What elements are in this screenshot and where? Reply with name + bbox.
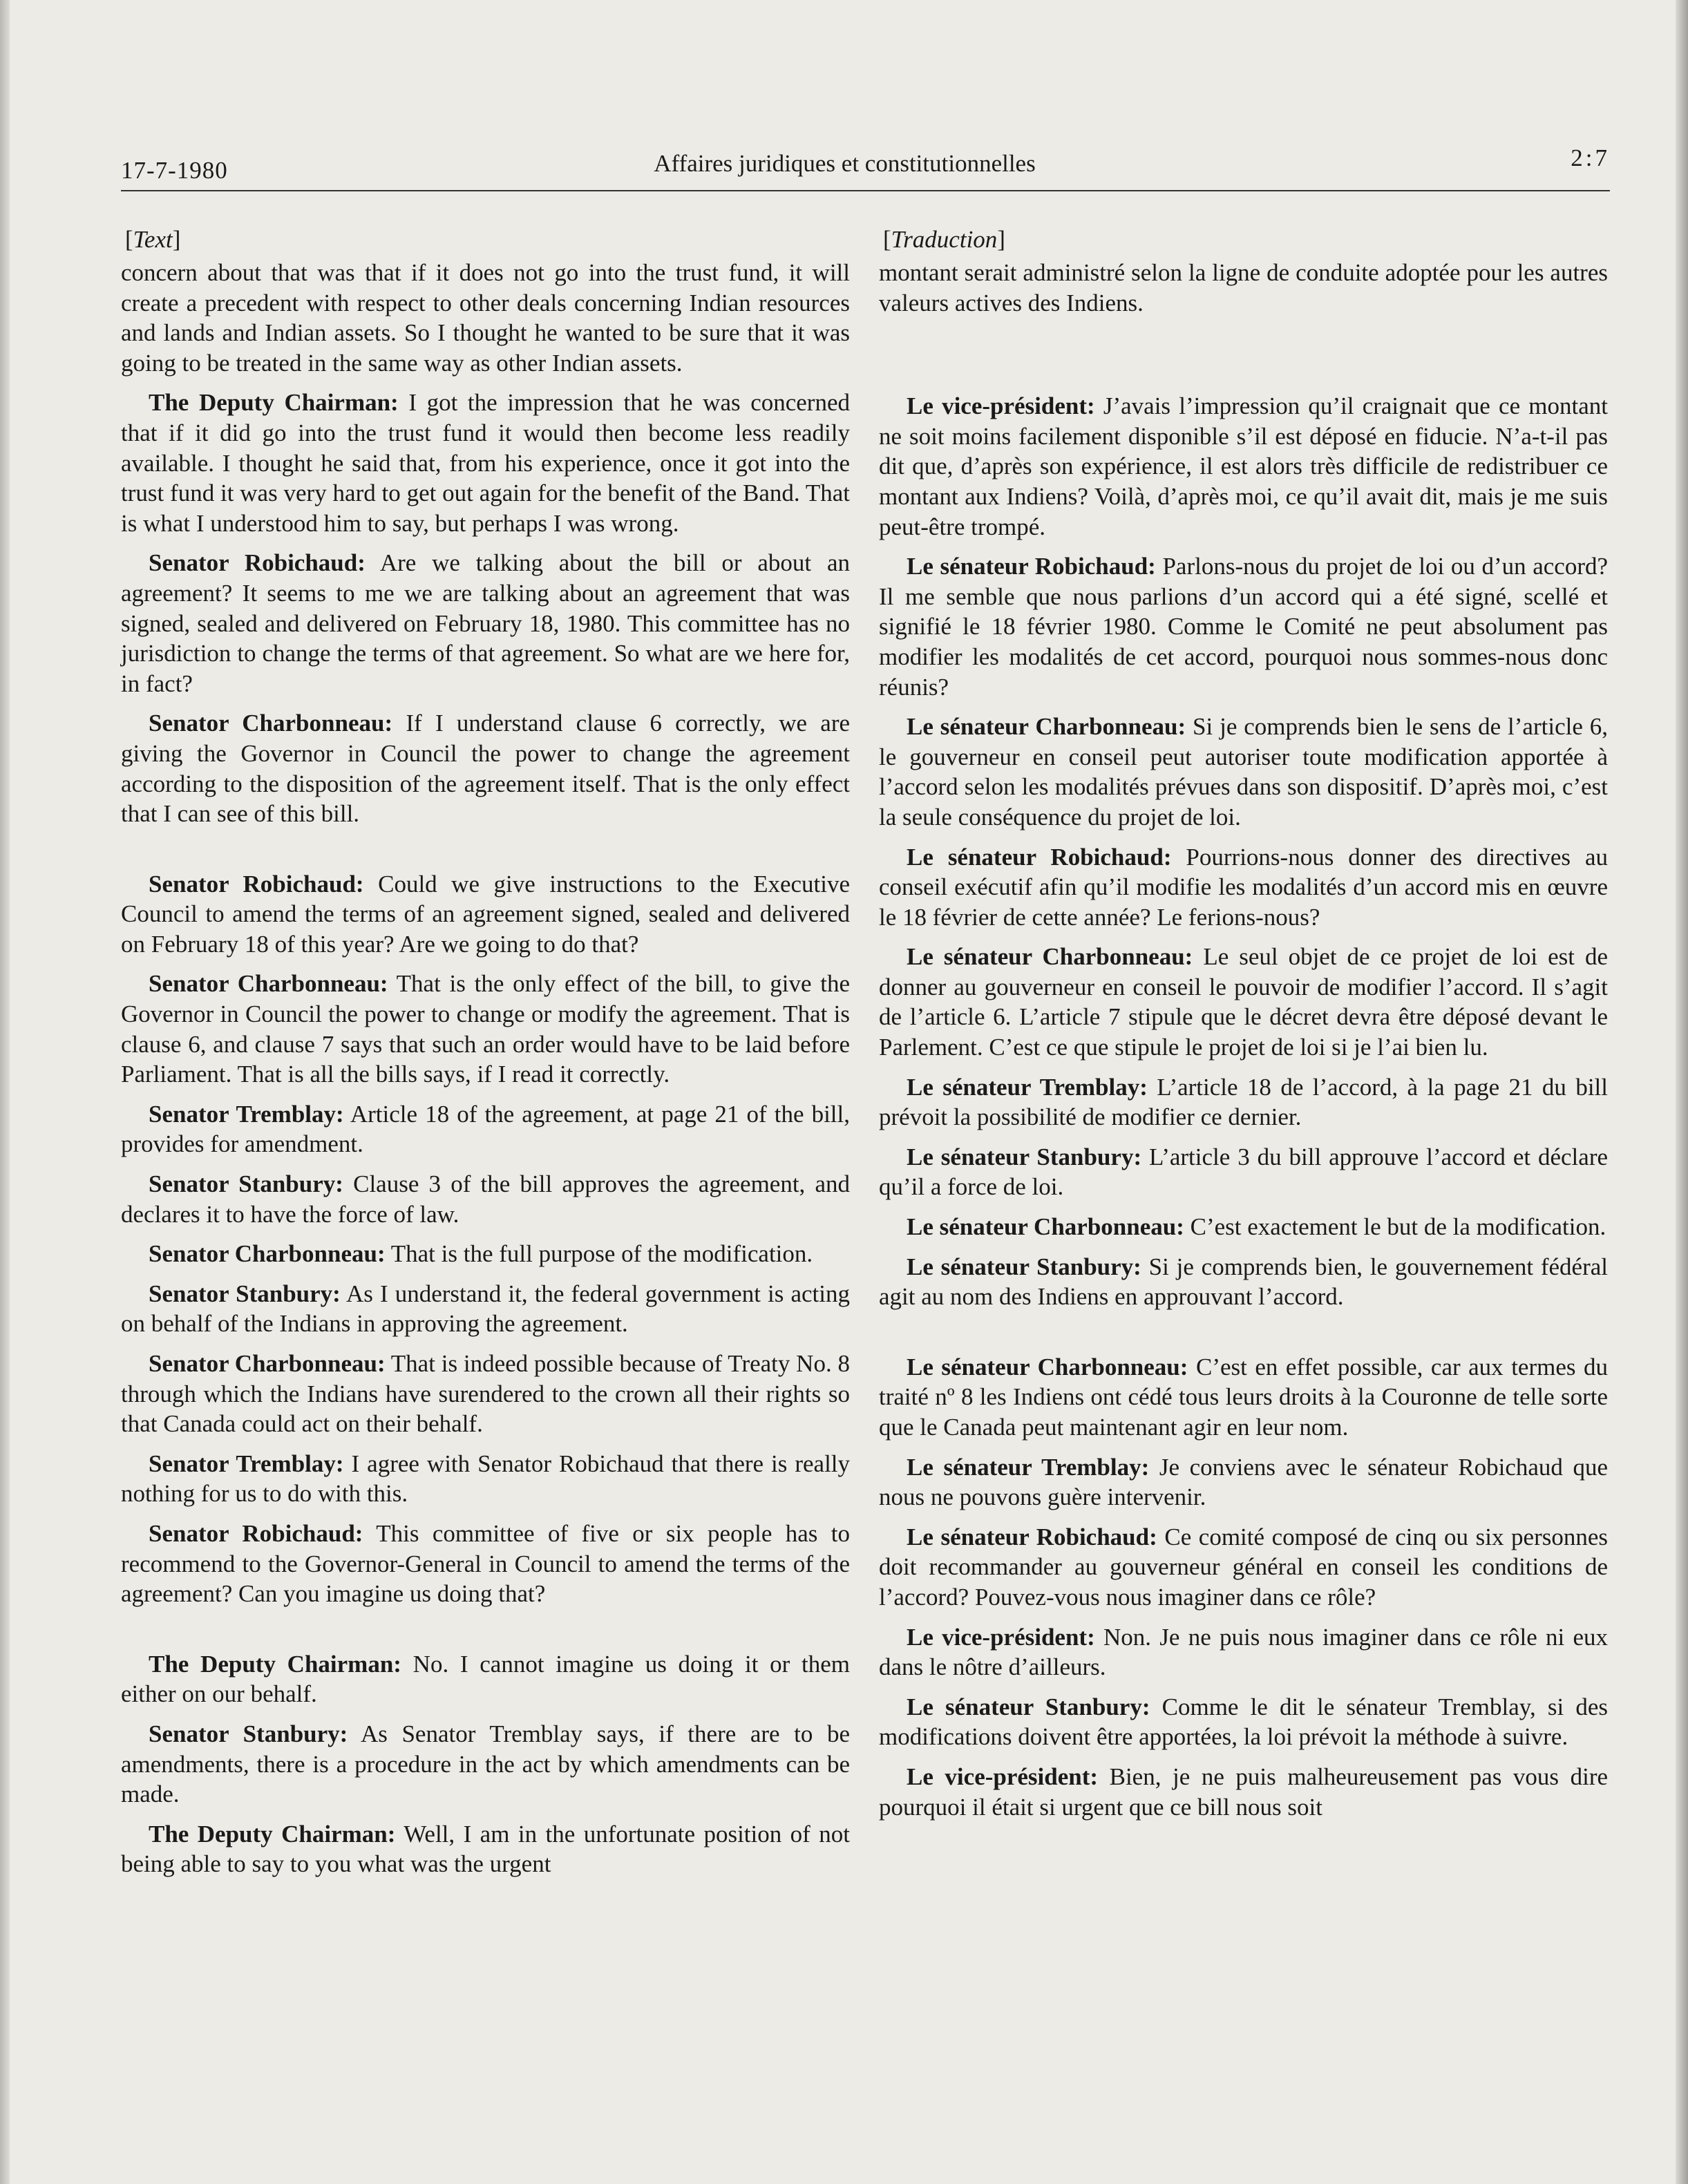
speaker-name: Senator Stanbury:: [149, 1720, 348, 1747]
speaker-name: Senator Stanbury:: [149, 1170, 343, 1198]
speaker-name: Le sénateur Charbonneau:: [907, 713, 1186, 741]
speech-text: J’avais l’impression qu’il craignait que ce montant ne soit moins facilement disponible s’il est déposé en fiducie. N’a-t-il pas dit que, d’après son expérience, il est alors très difficile de redistribuer ce montant aux Indiens? Voilà, d’après moi, ce qu’il avait dit, mais je me suis peut-être trompé.: [879, 392, 1608, 540]
speech-paragraph: [121, 708, 850, 828]
header-title: Affaires juridiques et constitutionnelles: [654, 150, 1036, 177]
speech-paragraph: [879, 1212, 1608, 1242]
speech-paragraph: [879, 1762, 1608, 1822]
speaker-name: Le sénateur Stanbury:: [907, 1143, 1142, 1170]
column-label-traduction-word: Traduction: [891, 226, 998, 253]
speech-paragraph: [121, 969, 850, 1089]
speech-paragraph: [121, 1449, 850, 1509]
speech-paragraph: [879, 1452, 1608, 1512]
speaker-name: The Deputy Chairman:: [149, 389, 399, 417]
speech-paragraph: [879, 942, 1608, 1062]
speech-paragraph: [121, 1519, 850, 1609]
speech-paragraph: [121, 869, 850, 960]
speaker-name: Senator Charbonneau:: [149, 1240, 386, 1268]
speech-text: As I understand it, the federal government is acting on behalf of the Indians in approving the agreement.: [121, 1280, 850, 1338]
speech-text: Si je comprends bien le sens de l’article 6, le gouverneur en conseil peut autoriser toute modification apportée à l’accord selon les modalités prévues dans son dispositif. D’après moi, c’est la seule conséquence du projet de loi.: [879, 713, 1608, 830]
column-label-text: [Text]: [125, 226, 181, 253]
speaker-name: Le vice-président:: [907, 392, 1095, 420]
speech-text: That is indeed possible because of Treaty No. 8 through which the Indians have surendered to the crown all their rights so that Canada could act on their behalf.: [121, 1350, 850, 1438]
speech-text: Clause 3 of the bill approves the agreement, and declares it to have the force of law.: [121, 1170, 851, 1228]
speech-paragraph: [879, 1522, 1608, 1613]
column-label-traduction: [Traduction]: [883, 226, 1005, 253]
speech-text: L’article 3 du bill approuve l’accord et déclare qu’il a force de loi.: [879, 1143, 1609, 1201]
scan-edge-left: [0, 0, 10, 2184]
speech-text: Parlons-nous du projet de loi ou d’un accord? Il me semble que nous parlions d’un accord qui a été signé, scellé et signifié le 18 février 1980. Comme le Comité ne peut absolument pas modifier les modalités de cet accord, pourquoi nous sommes-nous donc réunis?: [879, 553, 1609, 701]
speech-text: Pourrions-nous donner des directives au conseil exécutif afin qu’il modifie les modalités d’un accord mis en œuvre le 18 février de cette année? Le ferions-nous?: [879, 843, 1608, 931]
speech-paragraph: [879, 551, 1608, 702]
scan-edge-right: [1676, 0, 1688, 2184]
speech-text: No. I cannot imagine us doing it or them either on our behalf.: [121, 1650, 851, 1708]
speech-paragraph: [879, 1252, 1608, 1312]
speech-paragraph: [879, 1072, 1608, 1132]
speech-paragraph: [121, 1819, 850, 1879]
speaker-name: Senator Stanbury:: [149, 1280, 341, 1307]
speech-paragraph: [879, 1142, 1608, 1202]
speech-paragraph: [121, 388, 850, 538]
speech-text: Le seul objet de ce projet de loi est de donner au gouverneur en conseil le pouvoir de modifier l’accord. Il s’agit de l’article 6. L’article 7 stipule que le décret devra être déposé devant le Parlement. C’est ce que stipule le projet de loi si je l’ai bien lu.: [879, 943, 1609, 1061]
speech-text: Are we talking about the bill or about an agreement? It seems to me we are talking about an agreement that was signed, sealed and delivered on February 18, 1980. This committee has no jurisdiction to change the terms of that agreement. So what are we here for, in fact?: [121, 549, 851, 697]
speech-paragraph: [121, 1239, 850, 1269]
speech-paragraph: [121, 1349, 850, 1439]
speech-text: Non. Je ne puis nous imaginer dans ce rôle ni eux dans le nôtre d’ailleurs.: [879, 1623, 1609, 1681]
speech-text: C’est en effet possible, car aux termes du traité nº 8 les Indiens ont cédé tous leurs droits à la Couronne de telle sorte que le Canada peut maintenant agir en leur nom.: [879, 1353, 1609, 1441]
speech-paragraph: [879, 1692, 1608, 1752]
speech-text: Si je comprends bien, le gouvernement fédéral agit au nom des Indiens en approuvant l’accord.: [879, 1253, 1609, 1311]
speaker-name: Senator Charbonneau:: [149, 1350, 386, 1377]
speech-paragraph: [121, 1649, 850, 1709]
speech-paragraph: [121, 548, 850, 699]
speaker-name: Le sénateur Charbonneau:: [907, 1353, 1188, 1380]
column-label-text-word: Text: [133, 226, 173, 253]
speech-text: I agree with Senator Robichaud that there is really nothing for us to do with this.: [121, 1450, 851, 1508]
speech-text: Article 18 of the agreement, at page 21 of the bill, provides for amendment.: [121, 1100, 850, 1158]
speaker-name: Le sénateur Charbonneau:: [907, 943, 1193, 971]
speaker-name: Le sénateur Stanbury:: [907, 1693, 1150, 1720]
speech-text: Ce comité composé de cinq ou six personnes doit recommander au gouverneur général en conseil les conditions de l’accord? Pouvez-vous nous imaginer dans ce rôle?: [879, 1523, 1609, 1611]
speech-text: L’article 18 de l’accord, à la page 21 du bill prévoit la possibilité de modifier ce dernier.: [879, 1073, 1608, 1131]
speech-paragraph: [121, 1719, 850, 1810]
speech-text: As Senator Tremblay says, if there are to be amendments, there is a procedure in the act by which amendments can be made.: [121, 1720, 850, 1808]
speech-text: Bien, je ne puis malheureusement pas vous dire pourquoi il était si urgent que ce bill nous soit: [879, 1763, 1609, 1821]
french-column: [879, 225, 1608, 1832]
speech-text: That is the only effect of the bill, to give the Governor in Council the power to change or modify the agreement. That is clause 6, and clause 7 says that such an order would have to be laid before Parliament. That is all the bills says, if I read it correctly.: [121, 970, 850, 1088]
speech-paragraph: [879, 1352, 1608, 1443]
speaker-name: Le vice-président:: [907, 1623, 1095, 1651]
speaker-name: Le sénateur Robichaud:: [907, 843, 1172, 871]
continuation-paragraph: montant serait administré selon la ligne de conduite adoptée pour les autres valeurs actives des Indiens.: [879, 259, 1608, 316]
header-page-number: 2:7: [1571, 144, 1610, 171]
speaker-name: Le sénateur Tremblay:: [907, 1453, 1150, 1481]
speech-paragraph: [121, 1099, 850, 1159]
speech-paragraph: [879, 842, 1608, 933]
speech-text: If I understand clause 6 correctly, we are giving the Governor in Council the power to change the agreement according to the disposition of the agreement itself. That is the only effect that I can see of this bill.: [121, 710, 851, 828]
speech-paragraph: [879, 1622, 1608, 1682]
speaker-name: Le sénateur Tremblay:: [907, 1073, 1148, 1101]
speech-text: Je conviens avec le sénateur Robichaud que nous ne pouvons guère intervenir.: [879, 1453, 1609, 1511]
speaker-name: Le sénateur Charbonneau:: [907, 1213, 1184, 1241]
continuation-paragraph: concern about that was that if it does not go into the trust fund, it will create a precedent with respect to other deals concerning Indian resources and lands and Indian assets. So I thought he wanted to be sure that it was going to be treated in the same way as other Indian assets.: [121, 259, 850, 377]
speaker-name: Senator Robichaud:: [149, 549, 366, 577]
speech-text: C’est exactement le but de la modification.: [1190, 1213, 1606, 1241]
speech-text: Well, I am in the unfortunate position of not being able to say to you what was the urgent: [121, 1820, 850, 1878]
speech-text: That is the full purpose of the modification.: [390, 1240, 813, 1268]
speaker-name: Le sénateur Robichaud:: [907, 1523, 1157, 1550]
speech-paragraph: [121, 1169, 850, 1229]
speaker-name: Le sénateur Robichaud:: [907, 553, 1156, 580]
header-date: 17-7-1980: [121, 157, 228, 184]
speaker-name: Senator Robichaud:: [149, 1519, 363, 1547]
speech-paragraph: [121, 1279, 850, 1339]
speaker-name: Senator Robichaud:: [149, 870, 364, 898]
speaker-name: Le sénateur Stanbury:: [907, 1253, 1141, 1280]
speaker-name: Senator Tremblay:: [149, 1450, 344, 1477]
page-header: [121, 142, 1610, 191]
speech-text: Comme le dit le sénateur Tremblay, si des modifications doivent être apportées, la loi prévoit la méthode à suivre.: [879, 1693, 1608, 1751]
speech-paragraph: [879, 391, 1608, 542]
speaker-name: Senator Tremblay:: [149, 1100, 344, 1128]
speaker-name: The Deputy Chairman:: [149, 1820, 396, 1848]
speech-text: This committee of five or six people has to recommend to the Governor-General in Council to amend the terms of the agreement? Can you imagine us doing that?: [121, 1519, 851, 1608]
speaker-name: Senator Charbonneau:: [149, 970, 388, 998]
english-column: [121, 225, 850, 1889]
speaker-name: Le vice-président:: [907, 1763, 1099, 1790]
speaker-name: The Deputy Chairman:: [149, 1650, 401, 1678]
speech-paragraph: [879, 712, 1608, 832]
speaker-name: Senator Charbonneau:: [149, 710, 393, 737]
speech-text: Could we give instructions to the Executive Council to amend the terms of an agreement signed, sealed and delivered on February 18 of this year? Are we going to do that?: [121, 870, 850, 958]
speech-text: I got the impression that he was concerned that if it did go into the trust fund it would then become less readily available. I thought he said that, from his experience, once it got into the trust fund it was very hard to get out again for the benefit of the Band. That is what I understood him to say, but perhaps I was wrong.: [121, 389, 851, 537]
